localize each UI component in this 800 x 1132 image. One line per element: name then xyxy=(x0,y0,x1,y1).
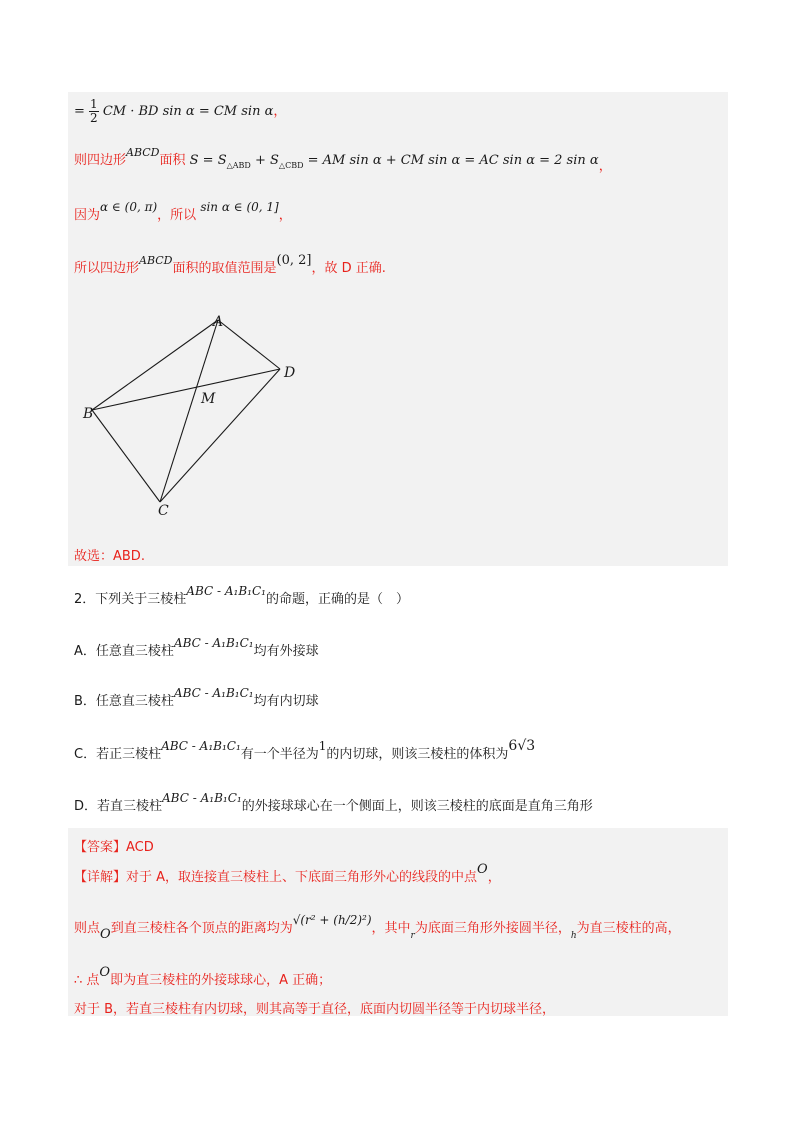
question-2-stem: 2．下列关于三棱柱ABC - A₁B₁C₁的命题，正确的是（ ） xyxy=(74,584,409,607)
range-reason-line: 因为α ∈ (0, π)，所以 sin α ∈ (0, 1]， xyxy=(74,200,292,223)
area-line: 则四边形$^{ABCD}$面积 $S = S_{\triangle ABD} + S_{\triangle CBD}$ = AM sin α + CM sin α = AC sin α = 2 sin α， xyxy=(74,146,612,174)
answer-line: 【答案】ACD xyxy=(74,840,154,855)
option-c[interactable]: C．若正三棱柱ABC - A₁B₁C₁有一个半径为1的内切球，则该三棱柱的体积为6√3 xyxy=(74,738,536,762)
label-m: M xyxy=(201,391,216,407)
detail-line-4: 对于 B，若直三棱柱有内切球，则其高等于直径，底面内切圆半径等于内切球半径， xyxy=(74,1002,556,1017)
label-a: A xyxy=(213,314,224,330)
equation-line-1: = $\frac{1}{2}$ CM · BD sin α = CM sin α， xyxy=(74,97,287,125)
detail-line-2: 则点O到直三棱柱各个顶点的距离均为√(r² + (h/2)²)，其中$_r$为底面三角形外接圆半径，$_h$为直三棱柱的高， xyxy=(74,913,681,942)
label-c: C xyxy=(158,503,169,519)
area-formula: $S = S_{\triangle ABD} + S_{\triangle CBD}$ = AM sin α + CM sin α = AC sin α = 2 sin α xyxy=(189,153,599,170)
edge-da xyxy=(218,320,280,369)
quadrilateral-figure xyxy=(80,310,310,520)
range-conclusion-line: 所以四边形$^{ABCD}$面积的取值范围是(0, 2]，故 D 正确. xyxy=(74,253,386,276)
detail-line-1: 【详解】对于 A，取连接直三棱柱上、下底面三角形外心的线段的中点O， xyxy=(74,862,501,885)
fraction-half: $\frac{1}{2}$ xyxy=(90,97,98,125)
option-b[interactable]: B．任意直三棱柱ABC - A₁B₁C₁均有内切球 xyxy=(74,686,319,709)
label-b: B xyxy=(83,406,94,422)
diagonal-ac xyxy=(160,320,218,502)
edge-cd xyxy=(160,369,280,502)
option-d[interactable]: D．若直三棱柱ABC - A₁B₁C₁的外接球球心在一个侧面上，则该三棱柱的底面是直角三角形 xyxy=(74,791,593,814)
final-choice: 故选：ABD. xyxy=(74,549,145,564)
edge-bc xyxy=(92,410,160,502)
option-a[interactable]: A．任意直三棱柱ABC - A₁B₁C₁均有外接球 xyxy=(74,636,319,659)
detail-line-3: ∴ 点O即为直三棱柱的外接球球心，A 正确； xyxy=(74,965,332,988)
equation-1-math: CM · BD sin α = CM sin α xyxy=(102,104,274,119)
label-d: D xyxy=(284,365,296,381)
